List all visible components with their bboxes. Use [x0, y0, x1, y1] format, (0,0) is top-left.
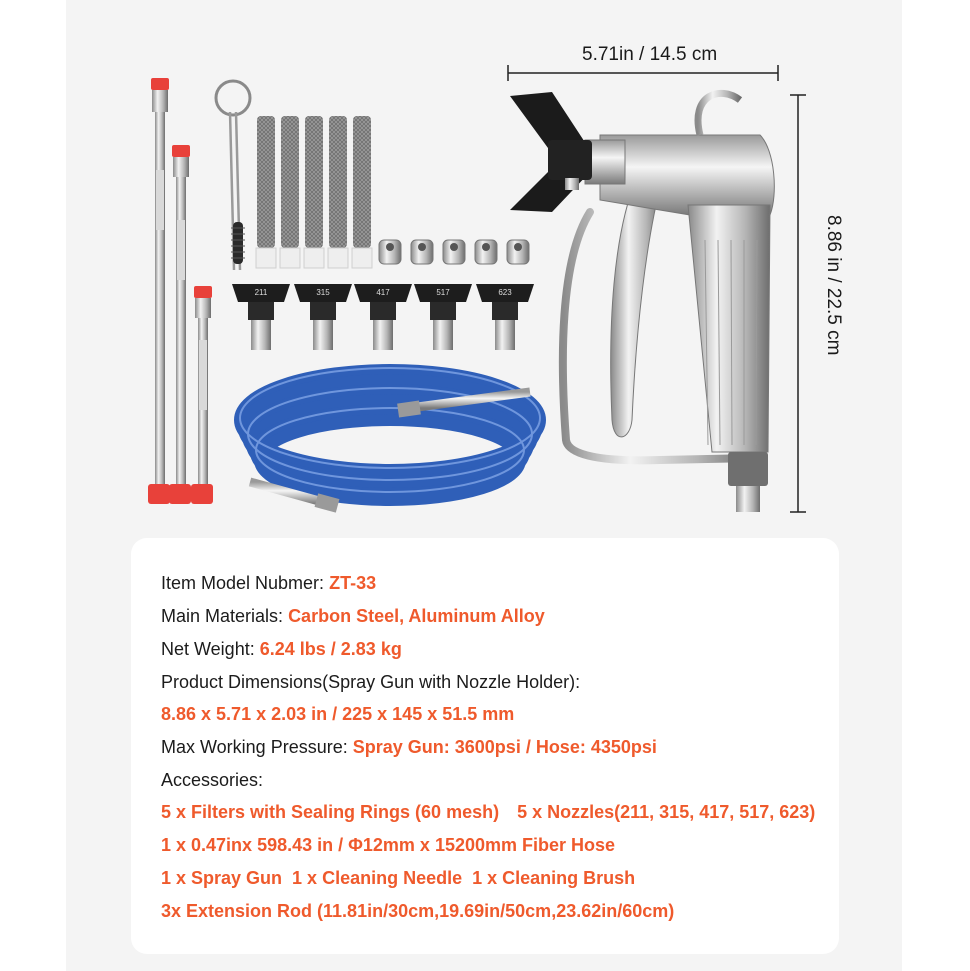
filter-2 — [280, 116, 300, 268]
nozzle-tip-211 — [232, 284, 290, 350]
nozzle-tip-417 — [354, 284, 412, 350]
width-dimension-label: 5.71in / 14.5 cm — [582, 44, 718, 65]
extension-rod-medium — [169, 145, 191, 504]
nozzle-tip-label-315: 315 — [316, 288, 330, 297]
spec-pressure-label: Max Working Pressure: — [161, 737, 348, 757]
accessory-spray-gun: 1 x Spray Gun — [161, 868, 283, 888]
height-dimension-label: 8.86 in / 22.5 cm — [823, 215, 844, 356]
filter-5 — [352, 116, 372, 268]
spec-accessories-line-1 — [161, 801, 815, 823]
filter-4 — [328, 116, 348, 268]
spec-model — [161, 572, 376, 594]
nozzle-tip-623 — [476, 284, 534, 350]
spec-pressure — [161, 736, 657, 758]
spec-materials-value: Carbon Steel, Aluminum Alloy — [288, 606, 545, 626]
extension-rod-short — [191, 286, 213, 504]
spec-materials — [161, 605, 545, 627]
accessory-nozzles: 5 x Nozzles(211, 315, 417, 517, 623) — [517, 802, 816, 822]
spec-dimensions-value: 8.86 x 5.71 x 2.03 in / 225 x 145 x 51.5 mm — [161, 704, 515, 724]
spec-card — [131, 538, 839, 954]
nozzle-tip-517 — [414, 284, 472, 350]
filter-set — [256, 116, 372, 268]
fiber-hose — [240, 368, 540, 513]
spec-materials-label: Main Materials: — [161, 606, 284, 626]
height-dimension-line — [790, 95, 806, 512]
sealing-ring-set — [379, 240, 529, 264]
extension-rod-long — [148, 78, 170, 504]
accessory-filters: 5 x Filters with Sealing Rings (60 mesh) — [161, 802, 500, 822]
filter-1 — [256, 116, 276, 268]
nozzle-tip-label-211: 211 — [254, 288, 268, 297]
spray-gun — [510, 92, 774, 512]
nozzle-tip-label-623: 623 — [498, 288, 512, 297]
accessory-extension-rods: 3x Extension Rod (11.81in/30cm,19.69in/50cm,23.62in/60cm) — [161, 901, 675, 921]
accessory-cleaning-brush: 1 x Cleaning Brush — [472, 868, 636, 888]
spec-model-label: Item Model Nubmer: — [161, 573, 325, 593]
sealing-ring-3 — [443, 240, 465, 264]
filter-3 — [304, 116, 324, 268]
spec-accessories-line-3 — [161, 867, 635, 889]
sealing-ring-5 — [507, 240, 529, 264]
spec-model-value: ZT-33 — [329, 573, 377, 593]
spec-weight — [161, 638, 402, 660]
sealing-ring-2 — [411, 240, 433, 264]
nozzle-tip-set — [232, 284, 534, 350]
sealing-ring-4 — [475, 240, 497, 264]
spec-accessories-label: Accessories: — [161, 770, 264, 790]
spec-weight-value: 6.24 lbs / 2.83 kg — [259, 639, 402, 659]
spec-dimensions-label: Product Dimensions(Spray Gun with Nozzle Holder): — [161, 672, 581, 692]
width-dimension-line — [508, 65, 778, 81]
nozzle-tip-label-517: 517 — [436, 288, 450, 297]
sealing-ring-1 — [379, 240, 401, 264]
accessory-hose: 1 x 0.47inx 598.43 in / Φ12mm x 15200mm Fiber Hose — [161, 835, 616, 855]
accessory-cleaning-needle: 1 x Cleaning Needle — [292, 868, 463, 888]
cleaning-brush — [216, 81, 250, 270]
nozzle-tip-315 — [294, 284, 352, 350]
nozzle-tip-label-417: 417 — [376, 288, 390, 297]
spec-weight-label: Net Weight: — [161, 639, 255, 659]
spec-pressure-value: Spray Gun: 3600psi / Hose: 4350psi — [352, 737, 657, 757]
